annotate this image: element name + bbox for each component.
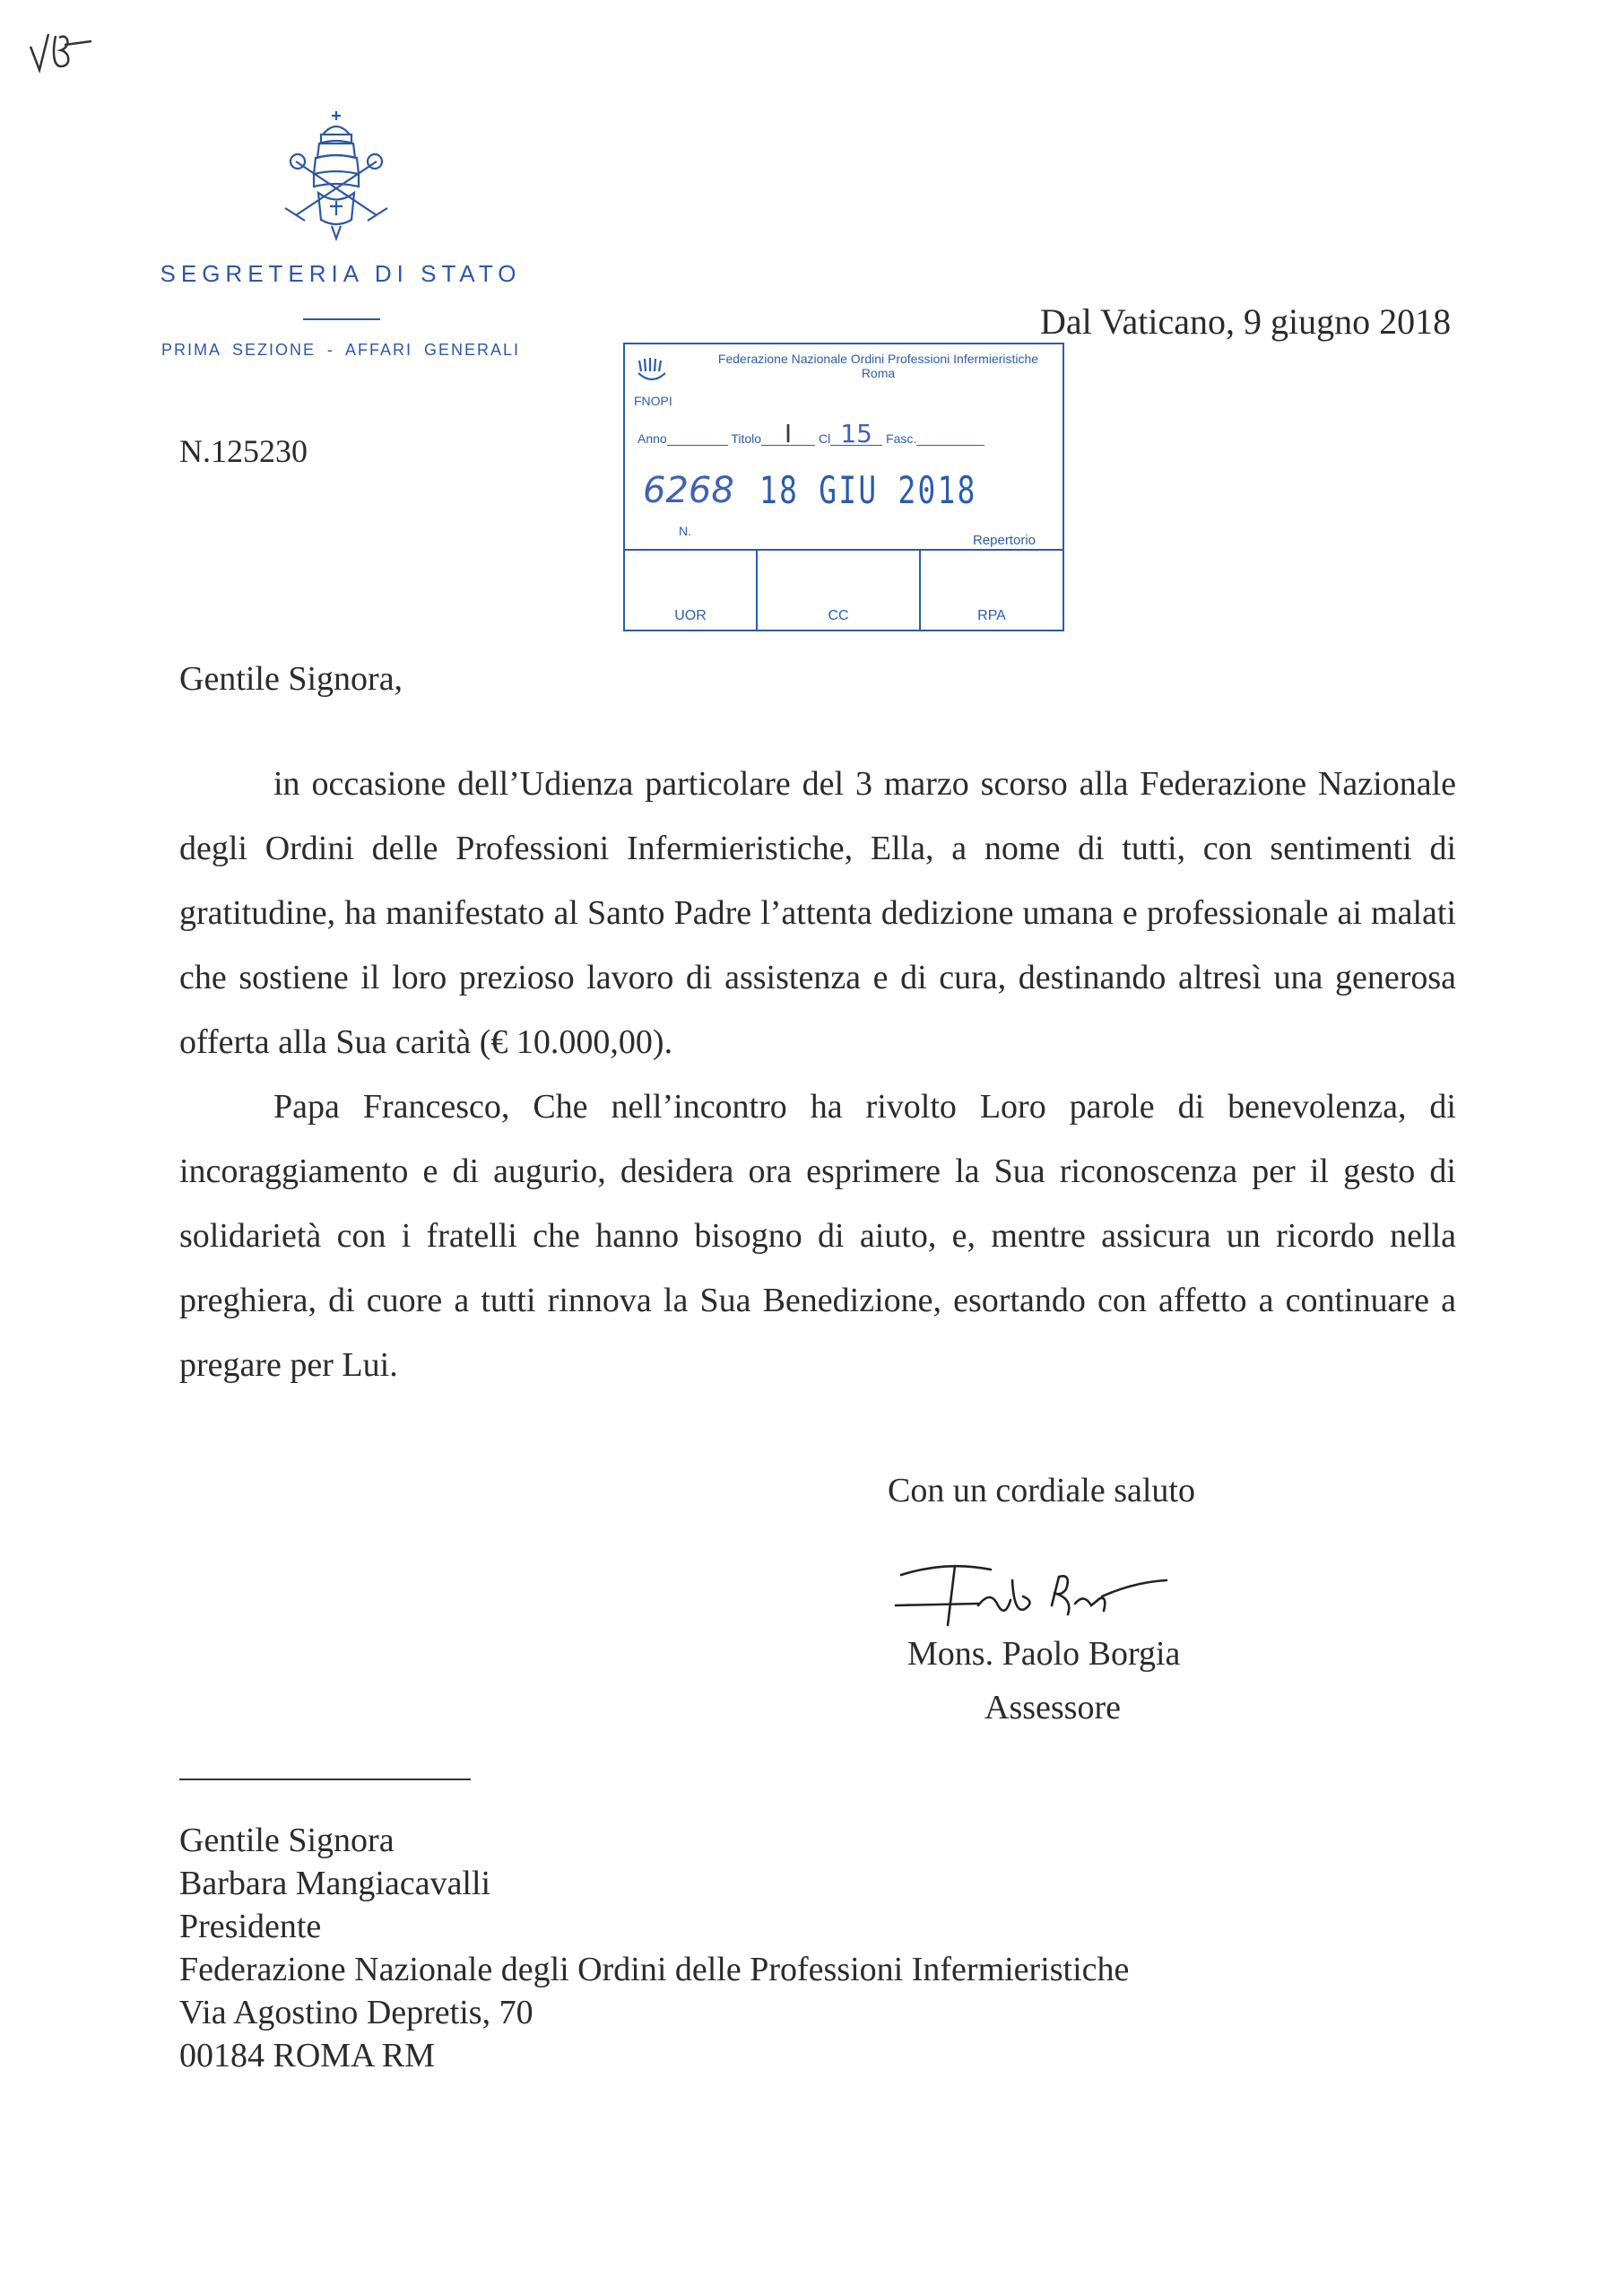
recipient-address xyxy=(179,1819,1129,2077)
closing-line: Con un cordiale saluto xyxy=(888,1472,1195,1509)
department-name: SEGRETERIA DI STATO xyxy=(160,260,522,287)
recipient-line: Via Agostino Depretis, 70 xyxy=(179,1994,533,2031)
receipt-stamp xyxy=(623,343,1064,631)
handwritten-initials-mark xyxy=(25,27,97,76)
papal-emblem-icon xyxy=(278,108,395,242)
place-and-date: Dal Vaticano, 9 giugno 2018 xyxy=(1040,301,1452,342)
recipient-line: Presidente xyxy=(179,1908,322,1945)
classe-label: Cl xyxy=(818,431,831,446)
repertorio-label: Repertorio xyxy=(972,533,1036,548)
letter-body xyxy=(179,752,1456,1397)
salutation: Gentile Signora, xyxy=(179,660,403,698)
receipt-number: 6268 xyxy=(643,470,734,511)
titolo-value: I xyxy=(784,419,793,448)
recipient-line: Barbara Mangiacavalli xyxy=(179,1865,491,1902)
signatory-title: Assessore xyxy=(984,1689,1121,1726)
recipient-divider xyxy=(179,1779,471,1780)
recipient-line: Federazione Nazionale degli Ordini delle Professioni Infermieristiche xyxy=(179,1951,1130,1988)
titolo-label: Titolo xyxy=(731,431,762,446)
body-paragraph: in occasione dell’Udienza particolare del 3 marzo scorso alla Federazione Nazionale degli Ordini delle Professioni Infermieristiche, Ella, a nome di tutti, con sentimenti di gratitudine, ha manifestato al Santo Padre l’attenta dedizione umana e professionale ai malati che sostiene il loro prezioso lavoro di assistenza e di cura, destinando altresì una generosa offerta alla Sua carità (€ 10.000,00). xyxy=(179,765,1456,1061)
anno-line xyxy=(667,445,728,446)
protocol-number: N.125230 xyxy=(179,433,308,469)
recipient-line: Gentile Signora xyxy=(179,1822,395,1859)
stamp-city: Roma xyxy=(861,366,896,380)
stamp-organization-name: Federazione Nazionale Ordini Professioni Infermieristiche xyxy=(717,352,1039,366)
stamp-abbreviation: FNOPI xyxy=(634,394,672,408)
recipient-line: 00184 ROMA RM xyxy=(179,2037,436,2074)
stamp-cell-label: CC xyxy=(828,608,849,623)
department-section: PRIMA SEZIONE - AFFARI GENERALI xyxy=(160,341,521,359)
stamp-cell-uor xyxy=(625,551,758,631)
classe-value-line xyxy=(830,419,882,448)
letterhead-divider xyxy=(303,318,380,320)
fascicolo-line xyxy=(916,445,984,446)
number-label: N. xyxy=(679,524,691,538)
titolo-value-line xyxy=(761,419,815,448)
handwritten-signature xyxy=(892,1543,1170,1632)
stamp-cell-rpa xyxy=(921,551,1063,631)
fascicolo-label: Fasc. xyxy=(886,431,917,446)
stamp-classification-fields xyxy=(638,419,1054,448)
stamp-cell-cc xyxy=(758,551,921,631)
classe-value: 15 xyxy=(840,419,872,448)
fnopi-logo-icon xyxy=(636,357,668,387)
stamp-organization xyxy=(697,352,1060,380)
stamp-cell-label: RPA xyxy=(977,608,1006,623)
stamp-routing-grid xyxy=(625,549,1063,631)
anno-label: Anno xyxy=(638,431,667,446)
stamp-cell-label: UOR xyxy=(674,608,707,623)
signatory-name: Mons. Paolo Borgia xyxy=(907,1635,1181,1673)
receipt-date: 18 GIU 2018 xyxy=(759,468,977,512)
body-paragraph: Papa Francesco, Che nell’incontro ha rivolto Loro parole di benevolenza, di incoraggiamento e di augurio, desidera ora esprimere la Sua riconoscenza per il gesto di solidarietà con i fratelli che hanno bisogno di aiuto, e, mentre assicura un ricordo nella preghiera, di cuore a tutti rinnova la Sua Benedizione, esortando con affetto a continuare a pregare per Lui. xyxy=(179,1088,1456,1384)
